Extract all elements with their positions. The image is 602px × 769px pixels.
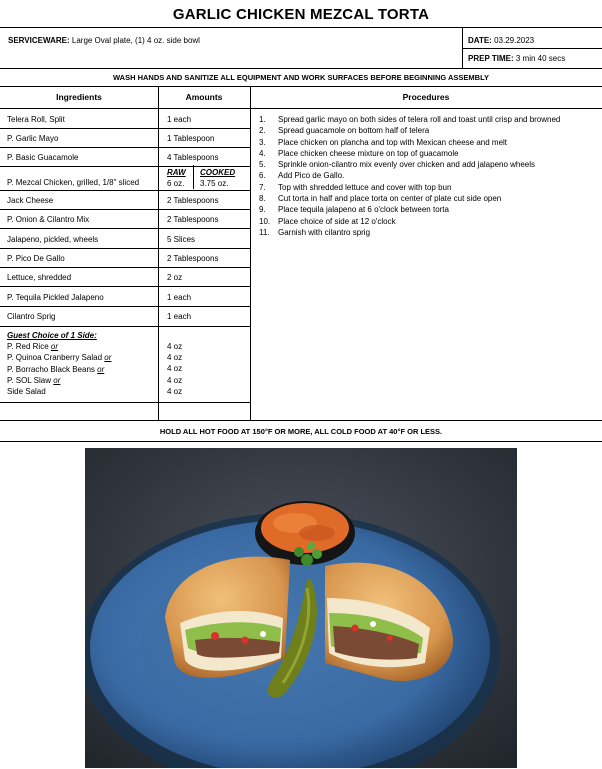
side-option xyxy=(7,375,111,386)
procedure-step xyxy=(259,216,560,227)
or-word: or xyxy=(53,375,61,385)
side-option xyxy=(7,386,111,397)
guest-choice-heading: Guest Choice of 1 Side: xyxy=(7,331,97,340)
step-text: Place chicken cheese mixture on top of guacamole xyxy=(278,148,459,158)
side-option-name: P. Quinoa Cranberry Salad xyxy=(7,353,103,363)
procedures-list xyxy=(259,114,560,238)
prep-time-value: 3 min 40 secs xyxy=(515,54,566,63)
procedure-step xyxy=(259,182,560,193)
or-word: or xyxy=(104,353,112,363)
ingredient-name: P. Mezcal Chicken, grilled, 1/8" sliced xyxy=(7,178,140,187)
hold-temperature-notice: HOLD ALL HOT FOOD AT 150°F OR MORE, ALL COLD FOOD AT 40°F OR LESS. xyxy=(0,421,602,442)
side-option xyxy=(7,364,111,375)
row-divider xyxy=(0,306,250,307)
step-text: Spread garlic mayo on both sides of telera roll and toast until crisp and browned xyxy=(278,115,561,124)
recipe-title-bar xyxy=(0,0,602,28)
side-option-name: Side Salad xyxy=(7,387,46,397)
row-divider xyxy=(0,286,250,287)
serviceware-label: SERVICEWARE: xyxy=(8,36,70,45)
torta-photo-art xyxy=(85,448,517,768)
recipe-title: GARLIC CHICKEN MEZCAL TORTA xyxy=(172,6,430,23)
ingredient-name: P. Basic Guacamole xyxy=(7,153,79,162)
procedure-step xyxy=(259,204,560,215)
recipe-date xyxy=(468,36,534,45)
step-number: 2. xyxy=(259,126,266,136)
procedure-step xyxy=(259,125,560,136)
step-number: 3. xyxy=(259,137,266,147)
procedure-step xyxy=(259,170,560,181)
side-amount: 4 oz xyxy=(167,342,183,351)
row-divider xyxy=(0,166,250,167)
ingredient-amount: 2 oz xyxy=(167,273,183,282)
ingredient-name: P. Onion & Cilantro Mix xyxy=(7,215,90,224)
ingredient-name: P. Pico De Gallo xyxy=(7,254,65,263)
ingredient-amount: 2 Tablespoons xyxy=(167,196,219,205)
procedure-step xyxy=(259,114,560,125)
step-number: 6. xyxy=(259,171,266,181)
row-divider xyxy=(0,190,250,191)
guest-side-amounts xyxy=(167,341,182,397)
ingredient-amount: 1 each xyxy=(167,312,192,321)
raw-cooked-divider xyxy=(193,165,194,189)
step-text: Garnish with cilantro sprig xyxy=(278,227,371,237)
side-amount: 4 oz xyxy=(167,364,183,374)
ingredient-name: Jalapeno, pickled, wheels xyxy=(7,235,99,244)
torta-plate-photo xyxy=(85,448,517,768)
wash-notice: WASH HANDS AND SANITIZE ALL EQUIPMENT AND WORK SURFACES BEFORE BEGINNING ASSEMBLY xyxy=(0,69,602,87)
ingredient-amount: 1 each xyxy=(167,293,192,302)
procedure-step xyxy=(259,148,560,159)
step-text: Sprinkle onion-cilantro mix evenly over chicken and add jalapeno wheels xyxy=(278,160,536,170)
step-text: Spread guacamole on bottom half of telera xyxy=(278,126,430,136)
ingredient-amount: 1 each xyxy=(167,115,192,124)
side-option xyxy=(7,341,111,352)
info-mid-divider xyxy=(462,48,602,49)
step-number: 4. xyxy=(259,148,266,158)
or-word: or xyxy=(50,342,59,352)
ingredient-name: Cilantro Sprig xyxy=(7,312,56,321)
ingredient-name: Telera Roll, Split xyxy=(7,115,65,124)
procedures-header: Procedures xyxy=(402,92,450,102)
raw-label: RAW xyxy=(167,168,186,177)
step-number: 7. xyxy=(259,182,266,192)
row-divider xyxy=(0,209,250,210)
step-number: 5. xyxy=(259,160,266,170)
ingredient-amount: 5 Slices xyxy=(167,235,196,244)
step-number: 9. xyxy=(259,205,266,215)
cooked-label: COOKED xyxy=(200,168,236,177)
procedure-step xyxy=(259,193,560,204)
ingredient-amount: 2 Tablespoons xyxy=(167,215,219,224)
ingredient-name: Jack Cheese xyxy=(7,196,54,205)
ingredients-header: Ingredients xyxy=(56,92,102,102)
side-option-name: P. Red Rice xyxy=(7,342,49,352)
step-text: Top with shredded lettuce and cover with top bun xyxy=(278,182,452,192)
amounts-header: Amounts xyxy=(185,92,223,102)
side-option-name: P. SOL Slaw xyxy=(7,375,52,385)
col-divider-1 xyxy=(158,87,159,421)
col-divider-2 xyxy=(250,87,251,421)
ingredient-name: P. Garlic Mayo xyxy=(7,134,59,143)
step-text: Place choice of side at 12 o'clock xyxy=(278,216,396,226)
step-text: Place tequila jalapeno at 6 o'clock between torta xyxy=(278,205,449,215)
side-option-name: P. Borracho Black Beans xyxy=(7,364,95,374)
ingredient-name: P. Tequila Pickled Jalapeno xyxy=(7,293,104,302)
step-number: 10. xyxy=(259,216,271,226)
procedure-step xyxy=(259,227,560,238)
step-text: Place chicken on plancha and top with Mexican cheese and melt xyxy=(278,137,508,147)
recipe-info-bar xyxy=(0,28,602,69)
side-amount: 4 oz xyxy=(167,386,183,396)
side-amount: 4 oz xyxy=(167,375,183,385)
date-label: DATE: xyxy=(468,36,492,45)
procedure-step xyxy=(259,159,560,170)
header-divider xyxy=(0,108,602,109)
step-text: Add Pico de Gallo. xyxy=(278,171,345,181)
row-divider xyxy=(0,267,250,268)
row-divider xyxy=(0,326,250,327)
side-amount: 4 oz xyxy=(167,353,183,363)
guest-side-choice xyxy=(7,330,111,397)
row-divider xyxy=(0,128,250,129)
raw-amount: 6 oz. xyxy=(167,179,185,188)
ingredient-amount: 1 Tablespoon xyxy=(167,134,215,143)
row-divider xyxy=(0,228,250,229)
step-number: 8. xyxy=(259,194,266,204)
prep-time xyxy=(468,54,565,63)
or-word: or xyxy=(97,364,105,374)
ingredient-amount: 4 Tablespoons xyxy=(167,153,219,162)
step-number: 1. xyxy=(259,115,266,124)
row-divider xyxy=(0,248,250,249)
prep-time-label: PREP TIME: xyxy=(468,54,514,63)
recipe-grid xyxy=(0,87,602,421)
ingredient-amount: 2 Tablespoons xyxy=(167,254,219,263)
row-divider xyxy=(0,402,250,403)
side-option xyxy=(7,352,111,363)
step-number: 11. xyxy=(259,227,270,237)
step-text: Cut torta in half and place torta on center of plate cut side open xyxy=(278,194,502,204)
cooked-amount: 3.75 oz. xyxy=(200,179,229,188)
ingredient-name: Lettuce, shredded xyxy=(7,273,72,282)
serviceware-value: Large Oval plate, (1) 4 oz. side bowl xyxy=(71,36,200,45)
procedure-step xyxy=(259,137,560,148)
row-divider xyxy=(0,147,250,148)
date-value: 03.29.2023 xyxy=(494,36,535,45)
serviceware xyxy=(8,36,200,45)
